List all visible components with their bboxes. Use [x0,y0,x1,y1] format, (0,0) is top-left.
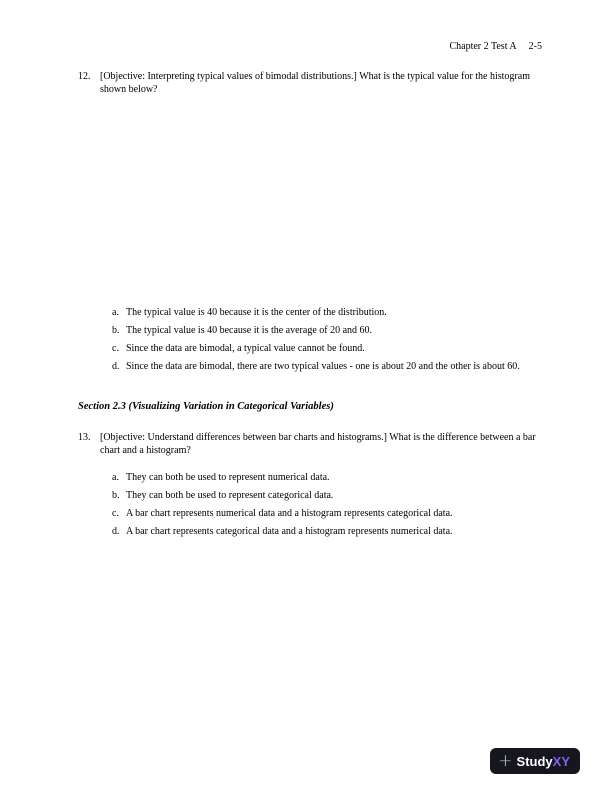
choice-text: The typical value is 40 because it is the center of the distribution. [126,307,387,318]
choice-text: They can both be used to represent categorical data. [126,490,334,501]
choice-text: The typical value is 40 because it is the average of 20 and 60. [126,325,373,336]
choice-label: a. [112,472,119,483]
histogram-figure-placeholder [78,96,548,306]
header-title: Chapter 2 Test A [449,41,517,52]
page-header [449,40,542,53]
choice-label: d. [112,361,120,372]
section-heading: Section 2.3 (Visualizing Variation in Categorical Variables) [78,401,334,412]
choice-text: A bar chart represents categorical data and a histogram represents numerical data. [126,526,453,537]
choice-label: c. [112,343,119,354]
question-12-stem [78,70,548,96]
choice-label: d. [112,526,120,537]
question-13-stem [78,431,548,457]
question-12 [78,70,548,378]
answer-choice-b [112,489,548,502]
question-13-choices [112,471,548,538]
plus-icon: + [498,750,513,771]
choice-text: A bar chart represents numerical data and a histogram represents categorical data. [126,508,453,519]
question-number: 13. [78,432,91,443]
studyxy-logo [490,748,580,774]
answer-choice-d [112,360,548,373]
answer-choice-c [112,342,548,355]
answer-choice-a [112,471,548,484]
question-12-choices [112,306,548,373]
answer-choice-a [112,306,548,319]
choice-label: b. [112,490,120,501]
answer-choice-c [112,507,548,520]
logo-xy-text: XY [552,753,570,769]
logo-study-text: Study [516,753,553,769]
header-page-number: 2-5 [528,41,542,52]
choice-text: They can both be used to represent numerical data. [126,472,330,483]
choice-label: a. [112,307,119,318]
choice-label: c. [112,508,119,519]
question-text: [Objective: Understand differences between bar charts and histograms.] What is the difference between a bar chart and a histogram? [100,432,536,456]
answer-choice-b [112,324,548,337]
choice-text: Since the data are bimodal, a typical value cannot be found. [126,343,365,354]
question-text: [Objective: Interpreting typical values of bimodal distributions.] What is the typical value for the histogram shown below? [100,71,530,95]
answer-choice-d [112,525,548,538]
question-number: 12. [78,71,91,82]
question-13 [78,431,548,543]
choice-label: b. [112,325,120,336]
choice-text: Since the data are bimodal, there are two typical values - one is about 20 and the other is about 60. [126,361,520,372]
